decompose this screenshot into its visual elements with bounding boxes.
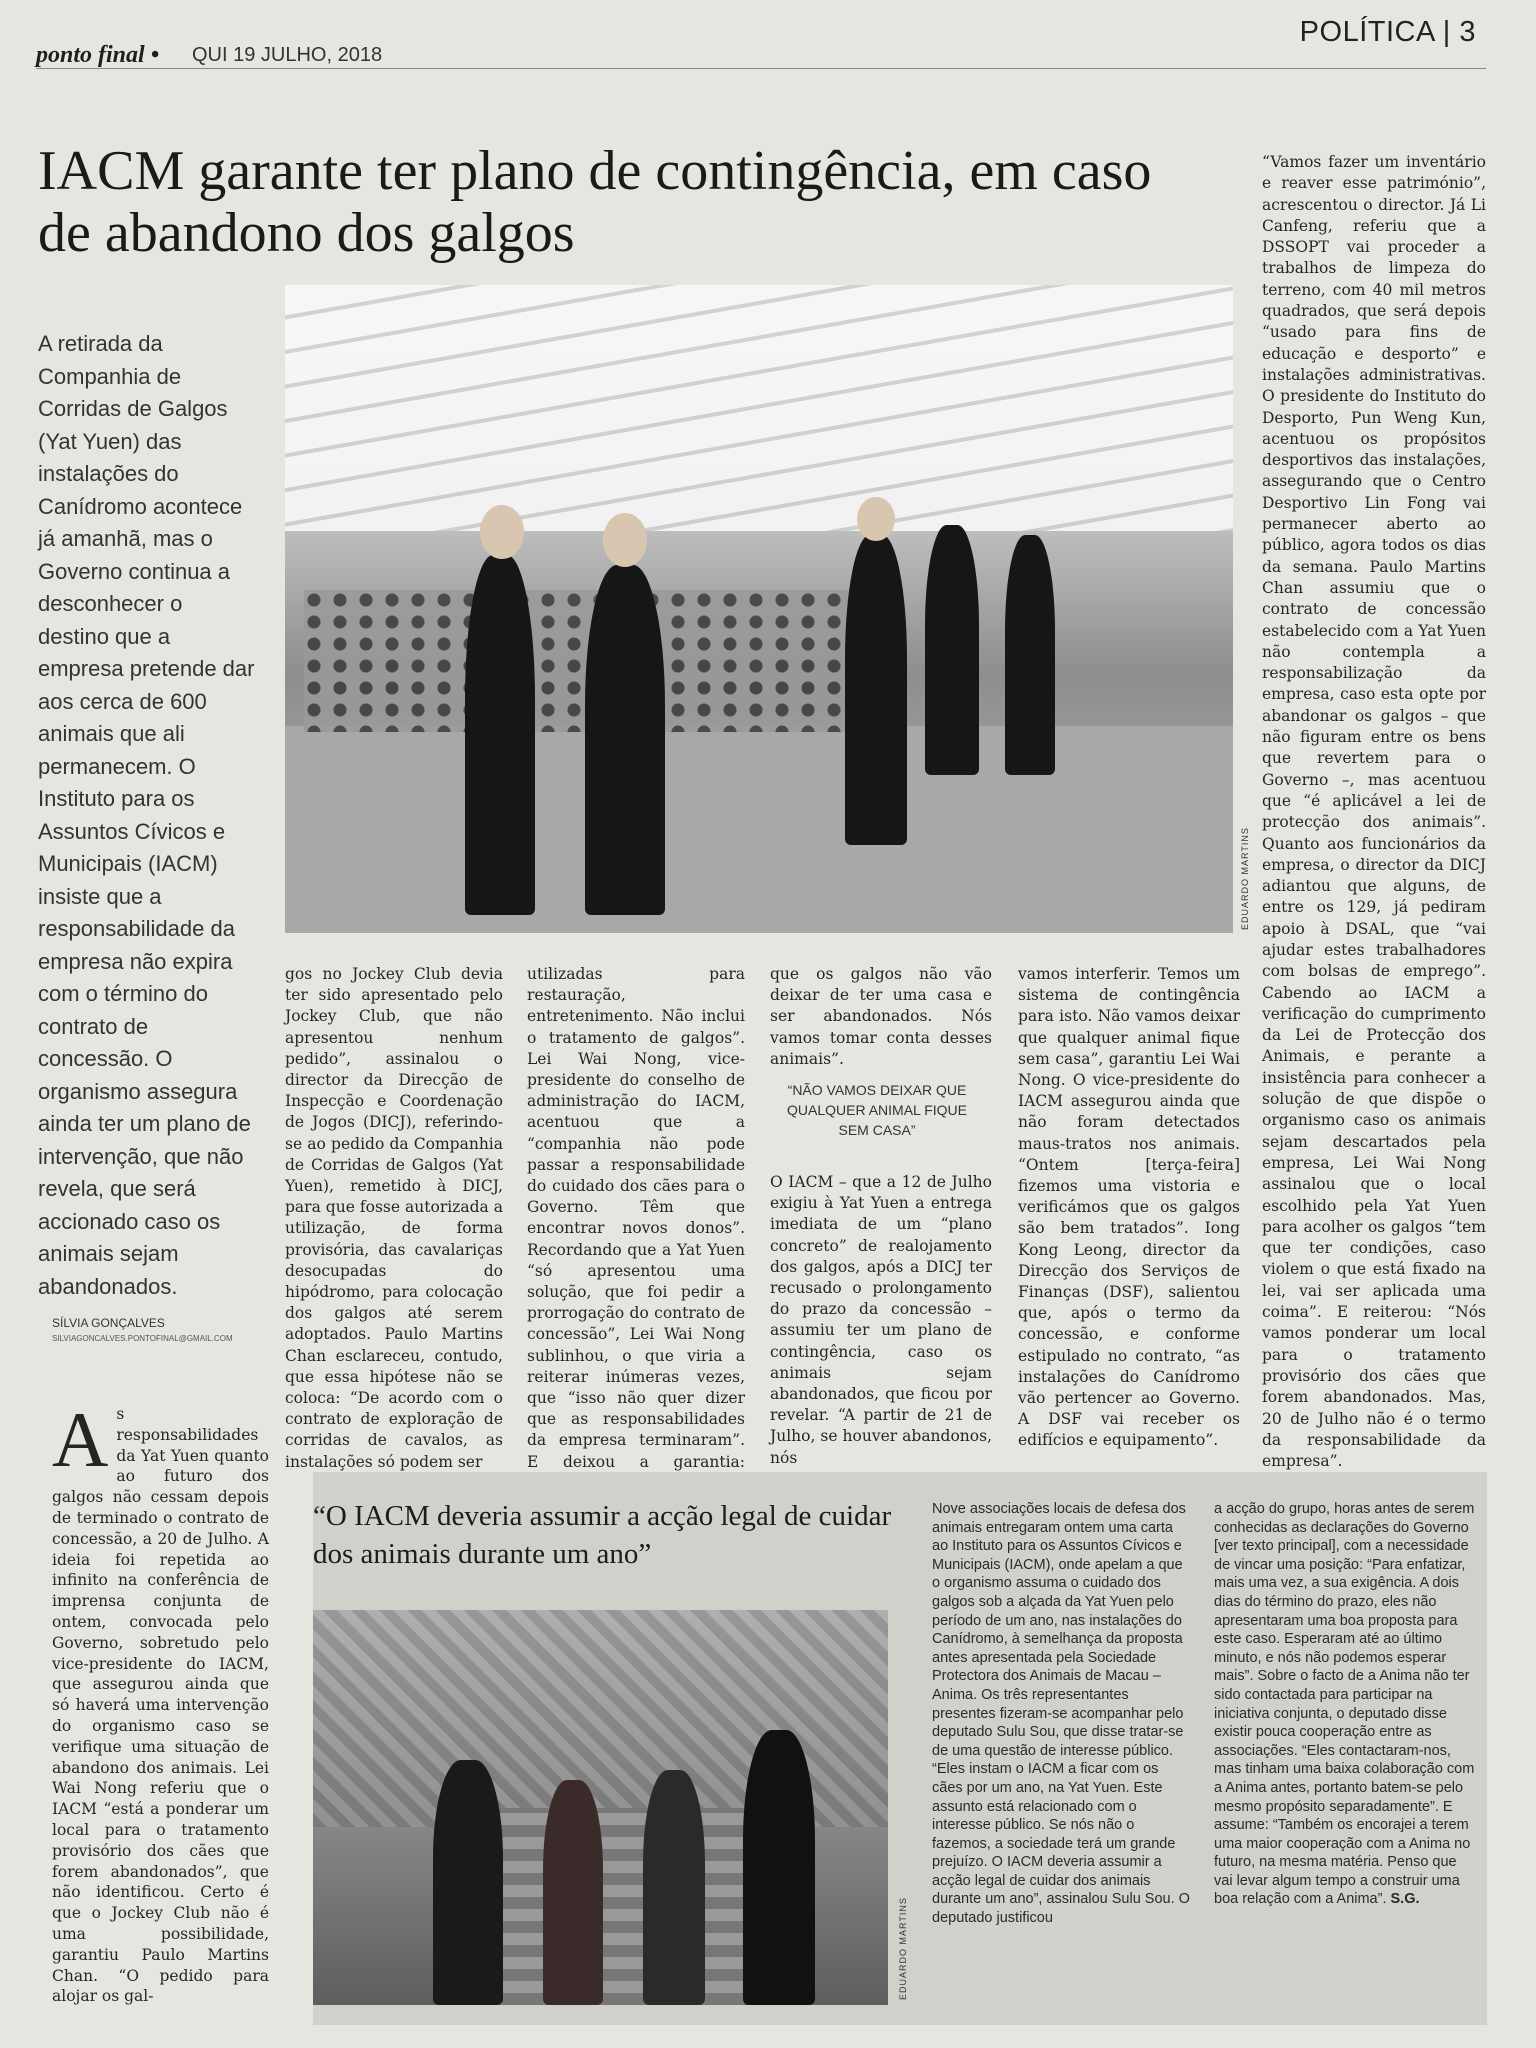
photo-figure xyxy=(743,1730,815,2005)
article-column-4a: que os galgos não vão deixar de ter uma casa e ser abandonados. Nós vamos tomar conta desses animais”. xyxy=(770,965,992,1068)
article-headline: IACM garante ter plano de contingência, em caso de abandono dos galgos xyxy=(38,140,1152,264)
column-text: s responsabilidades da Yat Yuen quanto ao futuro dos galgos não cessam depois de terminado o contrato de concessão, a 20 de Julho. A ideia foi repetida ao infinito na conferência de imprensa conjunta de ontem, convocada pelo Governo, sobretudo pelo vice-presidente do IACM, que assegurou ainda que só haverá uma intervenção do organismo caso se verifique uma situação de abandono dos animais. Lei Wai Nong referiu que o IACM “está a ponderar um local para o tratamento provisório dos cães que forem abandonados”, que não identificou. Certo é que o Jockey Club não é uma possibilidade, garantiu Paulo Martins Chan. “O pedido para alojar os gal- xyxy=(52,1405,269,2006)
sidebar-photo-credit: EDUARDO MARTINS xyxy=(898,1897,908,2000)
photo-figure xyxy=(845,535,907,845)
photo-credit: EDUARDO MARTINS xyxy=(1240,827,1250,930)
dropcap: A xyxy=(52,1396,109,1483)
sidebar-column-1: Nove associações locais de defesa dos animais entregaram ontem uma carta ao Instituto para os Assuntos Cívicos e Municipais (IACM), onde apelam a que o organismo assuma o cuidado dos galgos sob a alçada da Yat Yuen pelo período de um ano, nas instalações do Canídromo, à semelhança da proposta antes apresentada pela Sociedade Protectora dos Animais de Macau – Anima. Os três representantes presentes fizeram-se acompanhar pelo deputado Sulu Sou, que disse tratar-se de uma questão de interesse público. “Eles instam o IACM a ficar com os cães por um ano, na Yat Yuen. Este assunto está relacionado com o interesse público. Se nós não o fazemos, a sociedade terá um grande prejuízo. O IACM deveria assumir a acção legal de cuidar dos animais durante um ano”, assinalou Sulu Sou. O deputado justificou xyxy=(932,1501,1190,1927)
photo-ceiling xyxy=(285,285,1233,531)
photo-figure xyxy=(465,555,535,915)
byline-email: SILVIAGONCALVES.PONTOFINAL@GMAIL.COM xyxy=(52,1334,233,1343)
sidebar-signature: S.G. xyxy=(1390,1891,1420,1908)
article-column-4b: O IACM – que a 12 de Julho exigiu à Yat Yuen a entrega imediata de um “plano concreto” de realojamento dos galgos, após a DICJ ter recusado o prolongamento do prazo da concessão – assumiu ter um plano de contingência, caso os animais sejam abandonados, que ficou por revelar. “A partir de 21 de Julho, se houver abandonos, nós xyxy=(770,1173,992,1467)
masthead-brand: ponto final • xyxy=(36,42,160,68)
article-column-5: vamos interferir. Temos um sistema de contingência para isto. Não vamos deixar que qualquer animal fique sem casa”, garantiu Lei Wai Nong. O vice-presidente do IACM assegurou ainda que não foram detectados maus-tratos nos animais. “Ontem [terça-feira] fizemos uma vistoria e verificámos que os galgos são bem tratados”. Iong Kong Leong, director da Direcção dos Serviços de Finanças (DSF), salientou que, após o termo da concessão, e conforme estipulado no contrato, “as instalações do Canídromo vão pertencer ao Governo. A DSF vai receber os edifícios e equipamento”. xyxy=(1018,965,1240,1450)
masthead-date: QUI 19 JULHO, 2018 xyxy=(192,44,383,66)
photo-floor xyxy=(285,726,1233,933)
article-photo xyxy=(285,285,1233,933)
column-text: a acção do grupo, horas antes de serem conhecidas as declarações do Governo [ver texto principal], com a necessidade de vincar uma posição: “Para enfatizar, mais uma vez, a sua exigência. A dois dias do término do prazo, eles não apresentaram uma boa proposta para este caso. Esperaram até ao último minuto, e nós não podemos esperar mais”. Sobre o facto de a Anima não ter sido contactada para participar na iniciativa conjunta, o deputado disse existir pouca cooperação entre as associações. “Eles contactaram-nos, mas tinham uma baixa colaboração com a Anima antes, portanto batem-se pelo mesmo propósito separadamente”. E assume: “Também os encorajei a terem uma maior cooperação com a Anima no futuro, na mesma matéria. Penso que vai levar algum tempo a construir uma boa relação com a Anima”. xyxy=(1214,1501,1475,1908)
section-label: POLÍTICA | 3 xyxy=(1299,16,1476,48)
pull-quote: “NÃO VAMOS DEIXAR QUE QUALQUER ANIMAL FIQUE SEM CASA” xyxy=(787,1082,967,1138)
article-column-6: “Vamos fazer um inventário e reaver esse património”, acrescentou o director. Já Li Canfeng, referiu que a DSSOPT vai proceder a trabalhos de limpeza do terreno, com 40 mil metros quadrados, que será depois “usado para fins de educação e desporto” e instalações administrativas. O presidente do Instituto do Desporto, Pun Weng Kun, acentuou os propósitos desportivos das instalações, assegurando que o Centro Desportivo Lin Fong vai permanecer aberto ao público, agora todos os dias da semana. Paulo Martins Chan assumiu que o contrato de concessão estabelecido com a Yat Yuen não contempla a responsabilização da empresa, caso esta opte por abandonar os galgos – que não figuram entre os bens que revertem para o Governo –, mas acentuou que “é aplicável a lei de protecção dos animais”. Quanto aos funcionários da empresa, o director da DICJ adiantou que alguns, de entre os 129, já pediram apoio à DSAL, que “vai ajudar estes trabalhadores com bolsas de emprego”. Cabendo ao IACM a verificação do cumprimento da Lei de Protecção dos Animais, e perante a insistência para conhecer a solução de que dispõe o organismo caso os animais sejam descartados pela empresa, Lei Wai Nong assinalou que o local escolhido pela Yat Yuen para acolher os galgos “tem que ter condições, caso violem o que está fixado na lei, vai ser aplicada uma coima”. E reiterou: “Nós vamos ponderar um local para o tratamento provisório dos cães que forem abandonados. Mas, 20 de Julho não é o termo da responsabilidade da empresa”. xyxy=(1262,153,1486,1471)
photo-figure xyxy=(643,1770,705,2005)
sidebar-photo xyxy=(313,1610,888,2005)
photo-figure xyxy=(925,525,979,775)
sidebar-column-2 xyxy=(1214,1500,1476,1909)
photo-figure xyxy=(433,1760,503,2005)
photo-head xyxy=(603,513,647,567)
photo-figure xyxy=(585,565,665,915)
article-column-2: gos no Jockey Club devia ter sido apresentado pelo Jockey Club, que não apresentou nenhum pedido”, assinalou o director da Direcção de Inspecção e Coordenação de Jogos (DICJ), referindo-se ao pedido da Companhia de Corridas de Galgos (Yat Yuen), remetido à DICJ, para que fosse autorizada a utilização, de forma provisória, das cavalariças desocupadas do hipódromo, para colocação dos galgos até serem adoptados. Paulo Martins Chan esclareceu, contudo, que essa hipótese não se coloca: “De acordo com o contrato de exploração de corridas de cavalos, as instalações só podem ser xyxy=(285,965,503,1471)
photo-head xyxy=(857,497,895,541)
masthead-rule xyxy=(36,68,1486,69)
photo-stairs xyxy=(486,1808,745,2006)
sidebar-title: “O IACM deveria assumir a acção legal de cuidar dos animais durante um ano” xyxy=(313,1500,892,1570)
article-column-3: utilizadas para restauração, entretenimento. Não inclui o tratamento de galgos”. Lei Wai Nong, vice-presidente do conselho de administração do IACM, acentuou que a “companhia não pode passar a responsabilidade do cuidado dos cães para o Governo. Têm que encontrar novos donos”. Recordando que a Yat Yuen “só apresentou uma solução, que foi pedir a prorrogação do contrato de concessão”, Lei Wai Nong sublinhou, o que viria a reiterar inúmeras vezes, que “isso não quer dizer que as responsabilidades da empresa terminaram”. E deixou a garantia: xyxy=(527,965,745,1471)
photo-head xyxy=(480,505,524,559)
article-column-1 xyxy=(52,1396,269,2007)
photo-figure xyxy=(543,1780,603,2005)
photo-figure xyxy=(1005,535,1055,775)
byline: SÍLVIA GONÇALVES xyxy=(52,1316,165,1330)
article-lede: A retirada da Companhia de Corridas de Galgos (Yat Yuen) das instalações do Canídromo acontece já amanhã, mas o Governo continua a desconhecer o destino que a empresa pretende dar aos cerca de 600 animais que ali permanecem. O Instituto para os Assuntos Cívicos e Municipais (IACM) insiste que a responsabilidade da empresa não expira com o término do contrato de concessão. O organismo assegura ainda ter um plano de intervenção, que não revela, que será accionado caso os animais sejam abandonados. xyxy=(38,331,255,1299)
